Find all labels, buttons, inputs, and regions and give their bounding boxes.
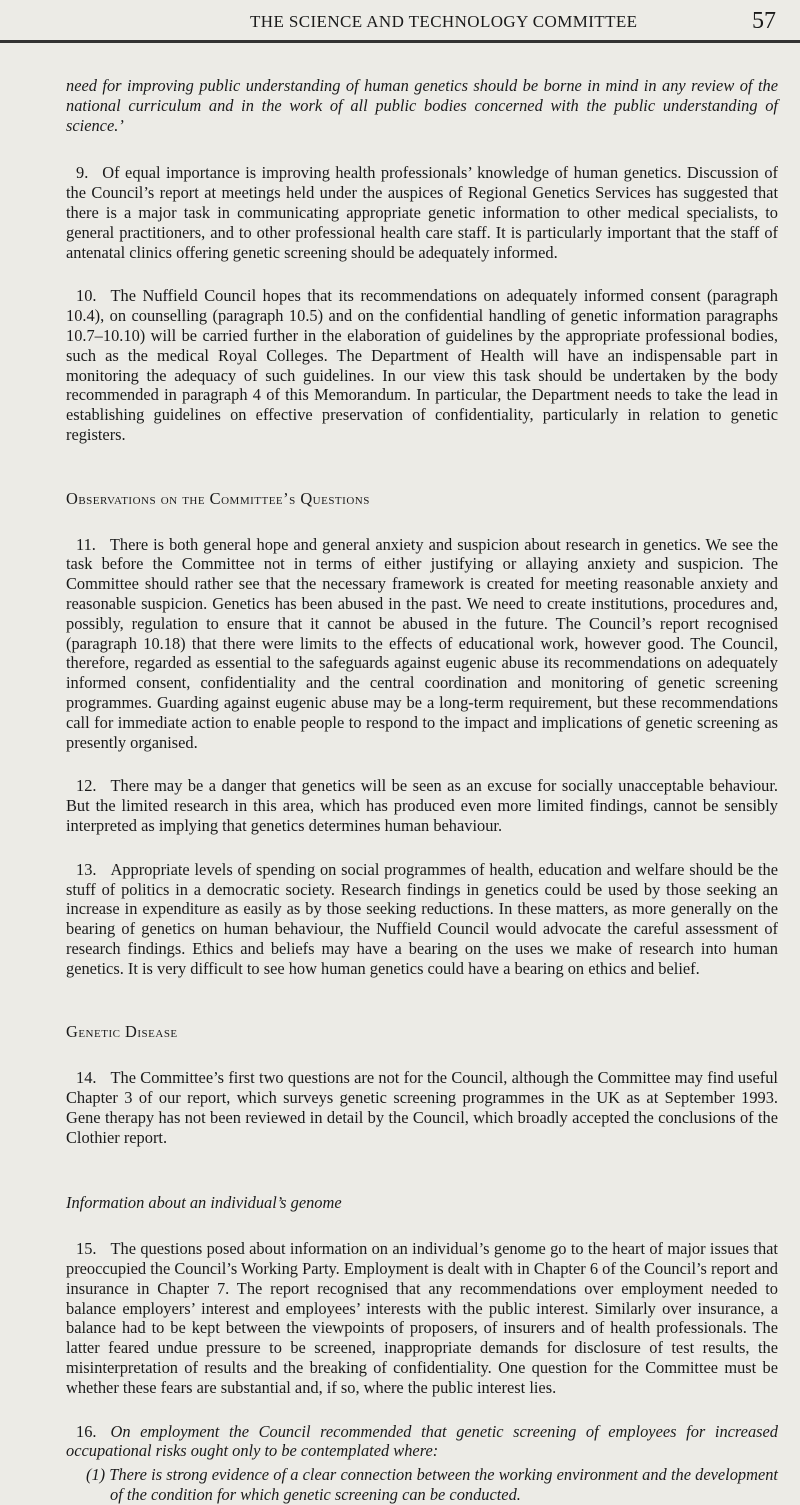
paragraph-10 [66, 286, 778, 444]
paragraph-text: There may be a danger that genetics will be seen as an excuse for socially unacceptable behaviour. But the limited research in this area, which has produced even more limited findings, cannot be sensibly interpreted as implying that genetics determines human behaviour. [66, 776, 778, 835]
paragraph-text: On employment the Council recommended that genetic screening of employees for increased occupational risks ought only to be contemplated where: [66, 1421, 778, 1461]
paragraph-number: 16. [76, 1421, 97, 1441]
paragraph-number: 12. [76, 776, 97, 796]
intro-quote: need for improving public understanding of human genetics should be borne in mind in any review of the national curriculum and in the work of all public bodies concerned with the public understanding of science.’ [66, 76, 778, 135]
running-header [0, 8, 800, 36]
subheading-information: Information about an individual’s genome [66, 1193, 342, 1213]
paragraph-13 [66, 860, 778, 979]
body-text [66, 76, 778, 1505]
paragraph-15 [66, 1239, 778, 1397]
paragraph-number: 9. [76, 163, 89, 183]
header-rule [0, 40, 800, 43]
paragraph-text: The questions posed about information on an individual’s genome go to the heart of major issues that preoccupied the Council’s Working Party. Employment is dealt with in Chapter 6 of the Council’s report and insurance in Chapter 7. The report recognised that any recommendations over employment needed to balance employers’ interest and employees’ interests with the public interest. Similarly over insurance, a balance had to be kept between the viewpoints of proposers, of insurers and of health professionals. The latter feared undue pressure to be screened, inappropriate demands for disclosure of test results, the misinterpretation of results and the breaking of confidentiality. One question for the Committee must be whether these fears are substantial and, if so, where the public interest lies. [66, 1239, 778, 1397]
paragraph-11 [66, 535, 778, 753]
paragraph-text: The Committee’s first two questions are not for the Council, although the Committee may find useful Chapter 3 of our report, which surveys genetic screening programmes in the UK as at September 1993. Gene therapy has not been reviewed in detail by the Council, which broadly accepted the conclusions of the Clothier report. [66, 1068, 778, 1147]
paragraph-text: The Nuffield Council hopes that its recommendations on adequately informed consent (paragraph 10.4), on counselling (paragraph 10.5) and on the confidential handling of genetic information paragraphs 10.7–10.10) will be carried further in the elaboration of guidelines by the appropriate professional bodies, such as the medical Royal Colleges. The Department of Health will have an indispensable part in monitoring the adequacy of such guidelines. In our view this task should be undertaken by the body recommended in paragraph 4 of this Memorandum. In particular, the Department needs to take the lead in establishing guidelines on effective preservation of confidentiality, particularly in relation to genetic registers. [66, 286, 778, 444]
paragraph-number: 10. [76, 286, 97, 306]
section-heading-observations: Observations on the Committee’s Questions [66, 488, 370, 508]
paragraph-9 [66, 163, 778, 262]
paragraph-number: 15. [76, 1239, 97, 1259]
paragraph-number: 13. [76, 859, 97, 879]
paragraph-number: 14. [76, 1068, 97, 1088]
list-item-1: (1) There is strong evidence of a clear connection between the working environment and the development of the condition for which genetic screening can be conducted. [86, 1465, 778, 1505]
header-title: THE SCIENCE AND TECHNOLOGY COMMITTEE [250, 12, 638, 31]
paragraph-12 [66, 776, 778, 835]
paragraph-text: Appropriate levels of spending on social programmes of health, education and welfare should be the stuff of politics in a democratic society. Research findings in genetics could be used by those seeking an increase in expenditure as easily as by those seeking reductions. In these matters, as more generally on the bearing of genetics on human behaviour, the Nuffield Council would advocate the careful assessment of research findings. Ethics and beliefs may have a bearing on the uses we make of research into human genetics. It is very difficult to see how human genetics could have a bearing on ethics and belief. [66, 859, 778, 978]
paragraph-text: There is both general hope and general anxiety and suspicion about research in genetics. We see the task before the Committee not in terms of either justifying or allaying anxiety and suspicion. The Committee should rather see that the necessary framework is created for meeting reasonable anxiety and reasonable suspicion. Genetics has been abused in the past. We need to create institutions, procedures and, possibly, regulation to ensure that it cannot be abused in the future. The Council’s report recognised (paragraph 10.18) that there were limits to the effects of educational work, however good. The Council, therefore, regarded as essential to the safeguards against eugenic abuse its recommendations on adequately informed consent, confidentiality and the central coordination and monitoring of genetic screening programmes. Guarding against eugenic abuse may be a long-term requirement, but these recommendations call for immediate action to enable people to respond to the impact and implications of genetic screening as presently organised. [66, 534, 778, 752]
paragraph-14 [66, 1068, 778, 1147]
page-number: 57 [752, 8, 776, 34]
paragraph-number: 11. [76, 534, 96, 554]
paragraph-16 [66, 1422, 778, 1462]
section-heading-genetic-disease: Genetic Disease [66, 1022, 178, 1042]
paragraph-text: Of equal importance is improving health professionals’ knowledge of human genetics. Discussion of the Council’s report at meetings held under the auspices of Regional Genetics Services has suggested that there is a major task in communicating appropriate genetic information to other medical specialists, to general practitioners, and to other professional health care staff. It is particularly important that the staff of antenatal clinics offering genetic screening should be adequately informed. [66, 163, 778, 262]
